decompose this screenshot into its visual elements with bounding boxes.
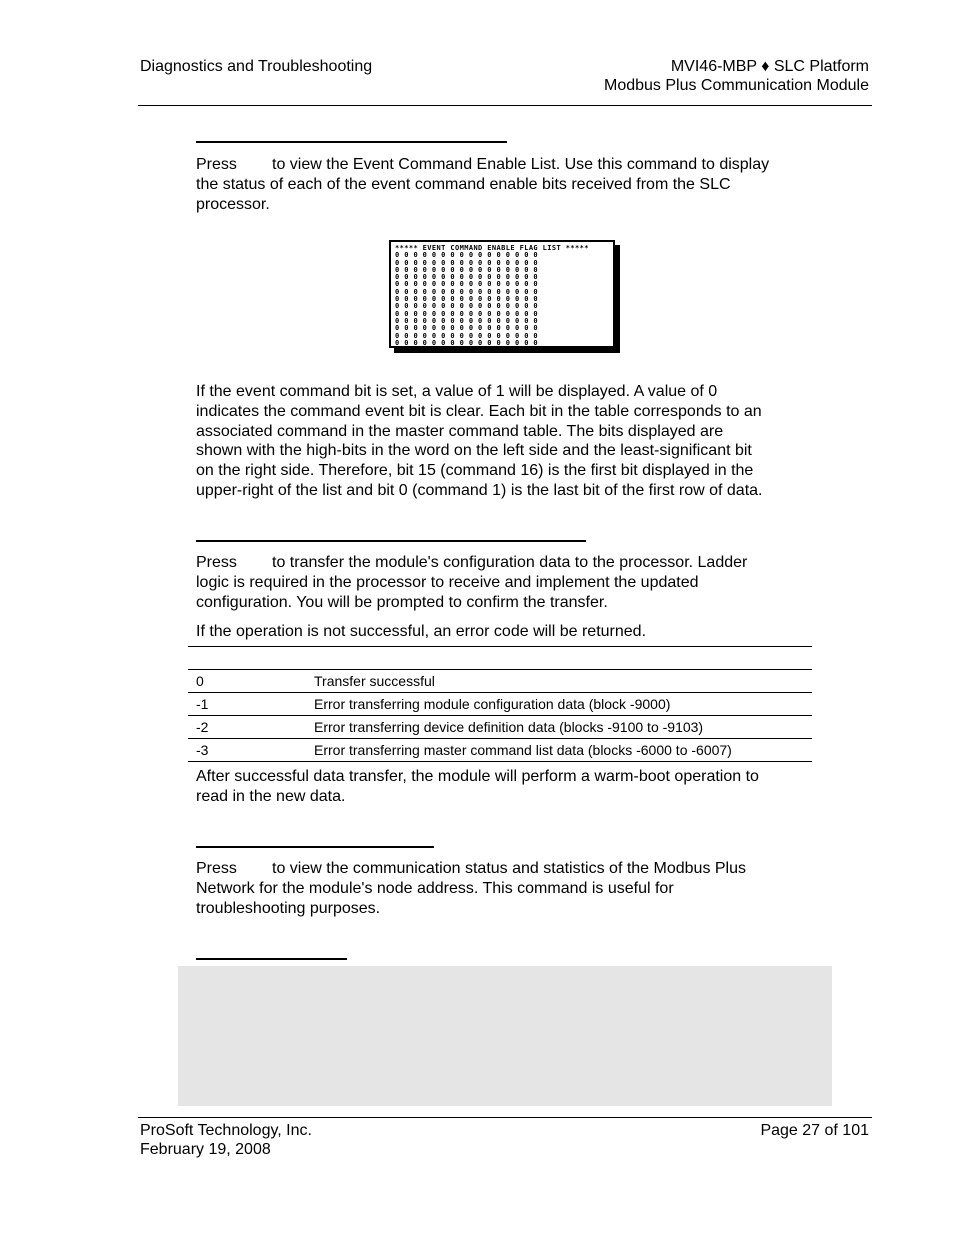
error-code-cell: -1 (188, 693, 306, 716)
header-left: Diagnostics and Troubleshooting (140, 58, 373, 75)
para2-line: upper-right of the list and bit 0 (command 1) is the last bit of the first row of data. (196, 482, 763, 499)
section1-line2: the status of each of the event command enable bits received from the SLC (196, 176, 731, 193)
section2-line3: configuration. You will be prompted to confirm the transfer. (196, 594, 608, 611)
section3-press: Press (196, 860, 237, 877)
para2-line: on the right side. Therefore, bit 15 (command 16) is the first bit displayed in the (196, 462, 754, 479)
error-code-cell: 0 (188, 670, 306, 693)
section1-line3: processor. (196, 196, 270, 213)
error-code-cell: -3 (188, 739, 306, 762)
error-description-cell: Transfer successful (306, 670, 812, 693)
para2-line: shown with the high-bits in the word on the left side and the least-significant bit (196, 442, 752, 459)
section3-line2: Network for the module's node address. This command is useful for (196, 880, 674, 897)
table-header-row (188, 647, 812, 670)
terminal-row: 0 0 0 0 0 0 0 0 0 0 0 0 0 0 0 0 (395, 338, 539, 347)
footer-company: ProSoft Technology, Inc. (140, 1122, 312, 1139)
terminal-row: 0 0 0 0 0 0 0 0 0 0 0 0 0 0 0 0 (395, 273, 539, 282)
section2-line2: logic is required in the processor to receive and implement the updated (196, 574, 699, 591)
terminal-row: 0 0 0 0 0 0 0 0 0 0 0 0 0 0 0 0 (395, 258, 539, 267)
terminal-row: 0 0 0 0 0 0 0 0 0 0 0 0 0 0 0 0 (395, 302, 539, 311)
terminal-row: 0 0 0 0 0 0 0 0 0 0 0 0 0 0 0 0 (395, 280, 539, 289)
footer-page-number: Page 27 of 101 (760, 1122, 869, 1139)
terminal-row: 0 0 0 0 0 0 0 0 0 0 0 0 0 0 0 0 (395, 331, 539, 340)
footer-divider (138, 1117, 872, 1118)
section1-heading-rule (196, 141, 507, 143)
section1-line1: to view the Event Command Enable List. Use this command to display (272, 156, 770, 173)
error-description-cell: Error transferring master command list data (blocks -6000 to -6007) (306, 739, 812, 762)
para3-line: After successful data transfer, the module will perform a warm-boot operation to (196, 768, 759, 785)
section3-line3: troubleshooting purposes. (196, 900, 381, 917)
error-code-table (188, 646, 812, 762)
table-row (188, 716, 812, 739)
error-description-cell: Error transferring device definition data (blocks -9100 to -9103) (306, 716, 812, 739)
header-right-line1: MVI46-MBP ♦ SLC Platform (670, 58, 869, 75)
terminal-row: 0 0 0 0 0 0 0 0 0 0 0 0 0 0 0 0 (395, 324, 539, 333)
terminal-row: 0 0 0 0 0 0 0 0 0 0 0 0 0 0 0 0 (395, 265, 539, 274)
para3-line: read in the new data. (196, 788, 346, 805)
section1-press: Press (196, 156, 237, 173)
header-divider (138, 105, 872, 106)
error-description-cell: Error transferring module configuration data (block -9000) (306, 693, 812, 716)
terminal-row: 0 0 0 0 0 0 0 0 0 0 0 0 0 0 0 0 (395, 316, 539, 325)
table-header-code (188, 647, 306, 670)
para2-line: associated command in the master command table. The bits displayed are (196, 423, 724, 440)
footer-date: February 19, 2008 (140, 1141, 271, 1158)
section3-heading-rule (196, 846, 434, 848)
error-code-cell: -2 (188, 716, 306, 739)
table-header-description (306, 647, 812, 670)
section2-error-note: If the operation is not successful, an error code will be returned. (196, 623, 647, 640)
table-row (188, 693, 812, 716)
section4-heading-rule (196, 958, 347, 960)
gray-code-block (178, 966, 832, 1106)
terminal-row: 0 0 0 0 0 0 0 0 0 0 0 0 0 0 0 0 (395, 309, 539, 318)
section2-heading-rule (196, 540, 586, 542)
terminal-row: 0 0 0 0 0 0 0 0 0 0 0 0 0 0 0 0 (395, 251, 539, 260)
para2-line: indicates the command event bit is clear. Each bit in the table corresponds to an (196, 403, 762, 420)
section2-line1: to transfer the module's configuration data to the processor. Ladder (272, 554, 748, 571)
section2-press: Press (196, 554, 237, 571)
table-row (188, 739, 812, 762)
terminal-row: 0 0 0 0 0 0 0 0 0 0 0 0 0 0 0 0 (395, 295, 539, 304)
event-command-terminal-screenshot (389, 240, 615, 355)
terminal-title: ***** EVENT COMMAND ENABLE FLAG LIST ***** (395, 244, 589, 252)
terminal-row: 0 0 0 0 0 0 0 0 0 0 0 0 0 0 0 0 (395, 287, 539, 296)
terminal-row: 0 0 0 0 0 0 0 0 0 0 0 0 0 0 1 1 (395, 346, 539, 355)
section3-line1: to view the communication status and statistics of the Modbus Plus (272, 860, 747, 877)
para2-line: If the event command bit is set, a value of 1 will be displayed. A value of 0 (196, 383, 718, 400)
table-row (188, 670, 812, 693)
header-right-line2: Modbus Plus Communication Module (603, 77, 869, 94)
